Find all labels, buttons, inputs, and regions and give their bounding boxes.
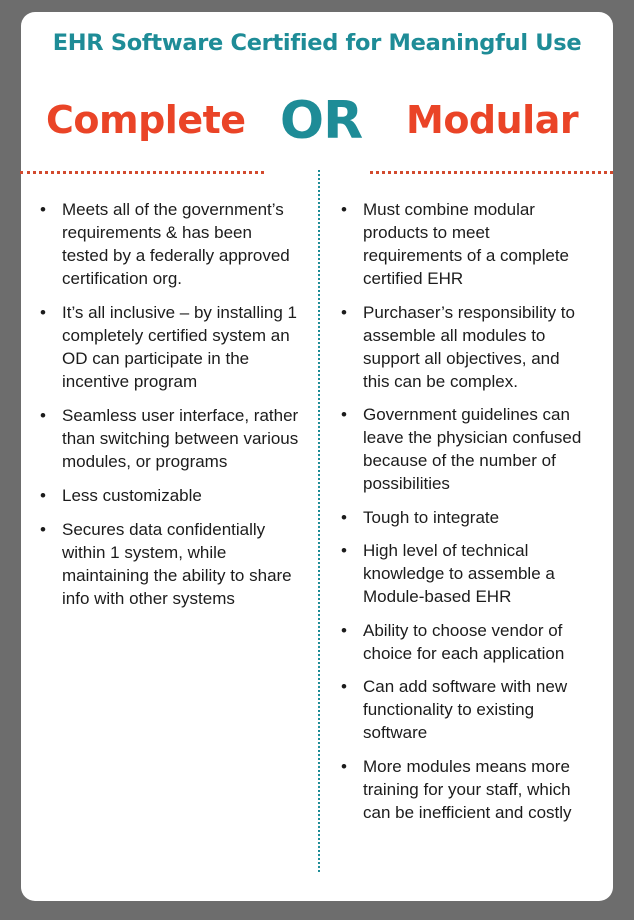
list-item: [40, 198, 302, 290]
bullet-icon: •: [341, 507, 347, 527]
list-item-text: Secures data confidentially within 1 system, while maintaining the ability to share info with other systems: [62, 520, 292, 608]
right-dotted-divider: [370, 171, 613, 174]
or-label: OR: [279, 91, 363, 151]
list-item: [341, 301, 588, 393]
list-item-text: Less customizable: [62, 486, 202, 505]
center-dotted-divider: [318, 170, 320, 872]
bullet-icon: •: [40, 520, 46, 539]
bullet-icon: •: [40, 406, 46, 425]
list-item: [40, 484, 302, 507]
modular-heading: Modular: [406, 98, 579, 142]
bullet-icon: •: [341, 677, 347, 696]
list-item: [341, 755, 588, 824]
list-item-text: It’s all inclusive – by installing 1 completely certified system an OD can participate in the incentive program: [62, 303, 297, 391]
bullet-icon: •: [40, 200, 46, 219]
list-item-text: More modules means more training for your staff, which can be inefficient and costly: [363, 756, 572, 822]
infographic-title: EHR Software Certified for Meaningful Use: [52, 30, 582, 56]
bullet-icon: •: [341, 541, 347, 560]
list-item-text: Government guidelines can leave the physician confused because of the number of possibilities: [363, 405, 582, 493]
complete-points-list: [40, 198, 302, 621]
list-item-text: Ability to choose vendor of choice for each application: [363, 620, 565, 663]
list-item: [341, 403, 588, 495]
complete-heading: Complete: [46, 98, 246, 142]
list-item: [341, 539, 588, 608]
bullet-icon: •: [341, 405, 347, 424]
list-item: [40, 404, 302, 473]
list-item: [341, 506, 588, 529]
bullet-icon: •: [341, 302, 347, 322]
modular-points-list: [341, 198, 588, 834]
list-item-text: Can add software with new functionality to existing software: [363, 677, 568, 742]
list-item-text: Seamless user interface, rather than switching between various modules, or programs: [62, 406, 299, 471]
list-item: [341, 198, 588, 290]
bullet-icon: •: [40, 486, 46, 505]
bullet-icon: •: [40, 303, 46, 322]
bullet-icon: •: [341, 756, 347, 776]
list-item-text: Meets all of the government’s requirements & has been tested by a federally approved certification org.: [62, 200, 290, 288]
list-item-text: Must combine modular products to meet requirements of a complete certified EHR: [363, 200, 569, 288]
list-item-text: High level of technical knowledge to assemble a Module-based EHR: [363, 541, 555, 606]
list-item-text: Tough to integrate: [363, 507, 500, 527]
bullet-icon: •: [341, 200, 347, 219]
bullet-icon: •: [341, 620, 347, 640]
list-item: [40, 518, 302, 610]
list-item: [341, 675, 588, 744]
left-dotted-divider: [20, 171, 264, 174]
list-item: [341, 619, 588, 665]
list-item: [40, 301, 302, 393]
list-item-text: Purchaser’s responsibility to assemble all modules to support all objectives, and this can be complex.: [363, 302, 575, 391]
